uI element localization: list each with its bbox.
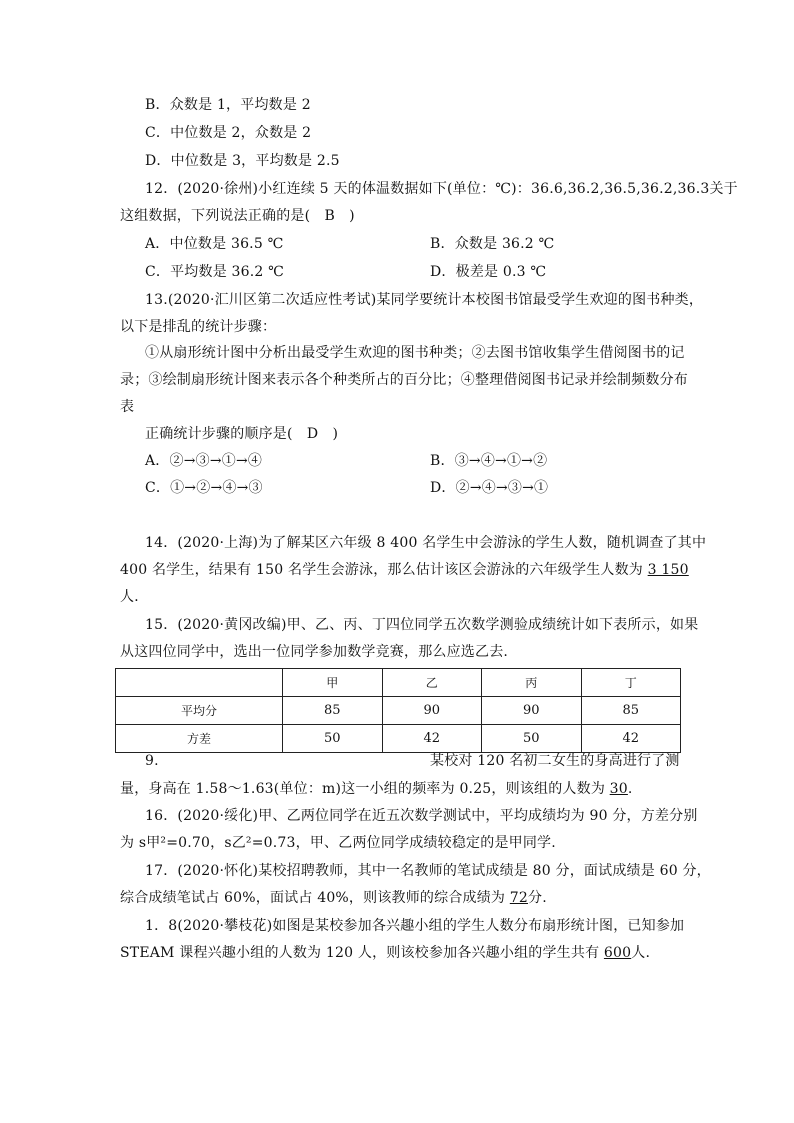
q11-option-c: C．中位数是 2，众数是 2 [145, 125, 312, 141]
q9-line2-end: . [627, 781, 633, 797]
q12-option-d: D．极差是 0.3 ℃ [430, 264, 547, 280]
q17-answer: 72 [509, 890, 529, 906]
q12-option-c: C．平均数是 36.2 ℃ [145, 264, 285, 280]
q9-line2-text: 量，身高在 1.58～1.63(单位：m)这一小组的频率为 0.25，则该组的人数为 [120, 781, 606, 797]
q18-answer: 600 [603, 945, 632, 961]
q14-line1: 14．(2020·上海)为了解某区六年级 8 400 名学生中会游泳的学生人数，随机调查了其中 [145, 535, 707, 551]
q17-line2 [120, 889, 547, 907]
q13-steps-line1: ①从扇形统计图中分析出最受学生欢迎的图书种类；②去图书馆收集学生借阅图书的记 [145, 345, 685, 361]
table-header-cell: 甲 [283, 669, 383, 697]
table-cell: 85 [283, 697, 383, 725]
q14-line3: 人． [120, 589, 149, 605]
table-cell: 42 [382, 725, 482, 753]
q13-stem-line2: 以下是排乱的统计步骤： [120, 319, 277, 335]
q14-line2 [120, 561, 689, 579]
q13-option-a: A．②→③→①→④ [145, 453, 263, 469]
table-cell: 90 [382, 697, 482, 725]
table-header-cell: 丙 [482, 669, 582, 697]
q13-stem-line1: 13.(2020·汇川区第二次适应性考试)某同学要统计本校图书馆最受学生欢迎的图书种类， [145, 292, 704, 308]
table-cell: 90 [482, 697, 582, 725]
q13-option-d: D．②→④→③→① [430, 480, 549, 496]
q17-line1: 17．(2020·怀化)某校招聘教师，其中一名教师的笔试成绩是 80 分，面试成绩是 60 分， [145, 863, 711, 879]
table-row-label: 平均分 [116, 697, 283, 725]
q13-question: 正确统计步骤的顺序是( D ) [145, 426, 339, 442]
q13-option-c: C．①→②→④→③ [145, 480, 263, 496]
table-cell: 50 [482, 725, 582, 753]
table-cell: 42 [581, 725, 681, 753]
score-table [115, 668, 681, 753]
q9-number: 9. [145, 753, 159, 769]
q18-line2 [120, 944, 650, 962]
q18-line1: 1．8(2020·攀枝花)如图是某校参加各兴趣小组的学生人数分布扇形统计图，已知参加 [145, 918, 685, 934]
q13-steps-line3: 表 [120, 399, 135, 415]
q17-line2-end: 分. [528, 890, 547, 906]
q18-line2-text: STEAM 课程兴趣小组的人数为 120 人，则该校参加各兴趣小组的学生共有 [120, 945, 600, 961]
q12-stem-line2: 这组数据，下列说法正确的是( B ) [120, 208, 355, 224]
table-cell: 85 [581, 697, 681, 725]
q17-line2-text: 综合成绩笔试占 60%，面试占 40%，则该教师的综合成绩为 [120, 890, 506, 906]
table-header-cell [116, 669, 283, 697]
q16-line1: 16．(2020·绥化)甲、乙两位同学在近五次数学测试中，平均成绩均为 90 分，方差分别 [145, 808, 698, 824]
q9-line2 [120, 780, 633, 798]
table-row-label: 方差 [116, 725, 283, 753]
table-row [116, 697, 681, 725]
q13-steps-line2: 录；③绘制扇形统计图来表示各个种类所占的百分比；④整理借阅图书记录并绘制频数分布 [120, 372, 688, 388]
q9-answer: 30 [609, 781, 628, 797]
q11-option-d: D．中位数是 3，平均数是 2.5 [145, 153, 340, 169]
q13-option-b: B．③→④→①→② [430, 453, 548, 469]
q15-line1: 15．(2020·黄冈改编)甲、乙、丙、丁四位同学五次数学测验成绩统计如下表所示，如果 [145, 617, 699, 633]
table-header-cell: 丁 [581, 669, 681, 697]
q14-answer: 3 150 [647, 562, 689, 578]
q18-line2-end: 人. [631, 945, 651, 961]
q9-line1: 某校对 120 名初二女生的身高进行了测 [430, 753, 680, 769]
q15-line2: 从这四位同学中，选出一位同学参加数学竞赛，那么应选乙去. [120, 644, 509, 660]
q14-line2-text: 400 名学生，结果有 150 名学生会游泳，那么估计该区会游泳的六年级学生人数为 [120, 562, 643, 578]
table-cell: 50 [283, 725, 383, 753]
table-header-cell: 乙 [382, 669, 482, 697]
q16-line2: 为 s甲²=0.70，s乙²=0.73，甲、乙两位同学成绩较稳定的是甲同学. [120, 835, 556, 851]
q12-option-b: B．众数是 36.2 ℃ [430, 236, 555, 252]
q11-option-b: B．众数是 1，平均数是 2 [145, 97, 311, 113]
q12-option-a: A．中位数是 36.5 ℃ [145, 236, 284, 252]
q12-stem-line1: 12．(2020·徐州)小红连续 5 天的体温数据如下(单位：℃)：36.6,36.2,36.5,36.2,36.3关于 [145, 181, 738, 197]
table-header-row [116, 669, 681, 697]
table-row [116, 725, 681, 753]
